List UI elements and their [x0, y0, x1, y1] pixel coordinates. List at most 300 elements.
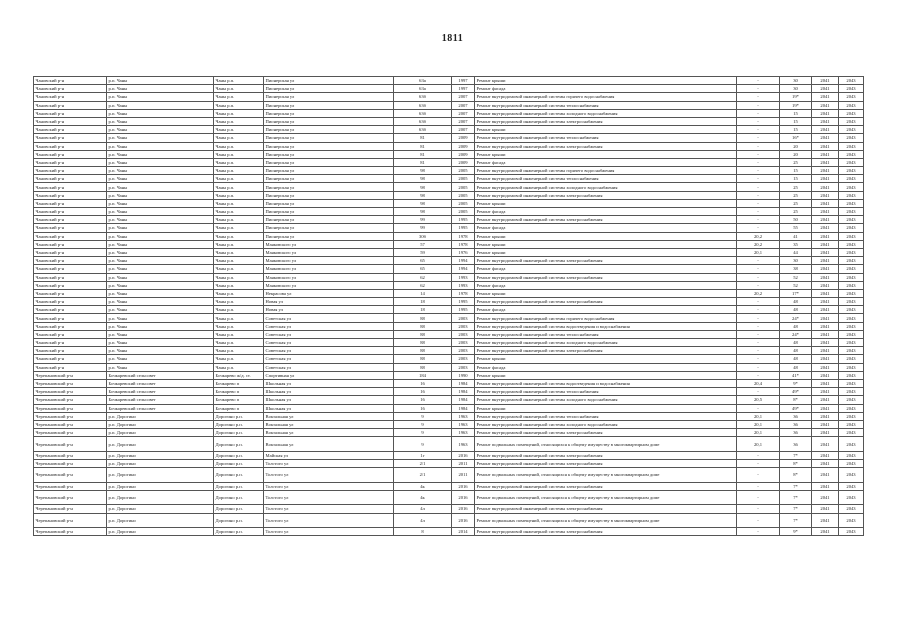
locality-cell: Чаны р.п.	[214, 248, 264, 256]
street-cell: Советская ул	[264, 339, 394, 347]
district-cell: Чановский р-н	[34, 330, 107, 338]
settlement-cell: р.п. Чаны	[107, 142, 214, 150]
street-cell: Маяковского ул	[264, 240, 394, 248]
settlement-cell: р.п. Чаны	[107, 191, 214, 199]
table-row	[34, 77, 864, 85]
area-cell: -	[737, 85, 780, 93]
end-year-cell: 2043	[839, 109, 864, 117]
build-year-cell: 2005	[452, 199, 475, 207]
street-cell: Пионерская ул	[264, 183, 394, 191]
count-cell: 9*	[780, 379, 812, 387]
start-year-cell: 2041	[812, 248, 839, 256]
house-number-cell: 18	[394, 306, 452, 314]
start-year-cell: 2041	[812, 265, 839, 273]
street-cell: Пионерская ул	[264, 101, 394, 109]
area-cell: -	[737, 482, 780, 490]
settlement-cell: р.п. Чаны	[107, 281, 214, 289]
start-year-cell: 2041	[812, 298, 839, 306]
build-year-cell: 1994	[452, 265, 475, 273]
build-year-cell: 1963	[452, 412, 475, 420]
street-cell: Толстого ул	[264, 482, 394, 490]
repair-work-cell: Ремонт фасада	[475, 158, 737, 166]
area-cell: -	[737, 451, 780, 459]
settlement-cell: р.п. Чаны	[107, 298, 214, 306]
repair-work-cell: Ремонт внутридомовой инженерной системы теплоснабжения	[475, 412, 737, 420]
house-number-cell: 62	[394, 281, 452, 289]
locality-cell: Дорогино р.п.	[214, 490, 264, 505]
table-row	[34, 505, 864, 513]
street-cell: Школьная ул	[264, 396, 394, 404]
table-row	[34, 248, 864, 256]
start-year-cell: 2041	[812, 306, 839, 314]
street-cell: Маяковского ул	[264, 265, 394, 273]
count-cell: 36	[780, 437, 812, 452]
count-cell: 8*	[780, 396, 812, 404]
district-cell: Чановский р-н	[34, 363, 107, 371]
build-year-cell: 2005	[452, 175, 475, 183]
start-year-cell: 2041	[812, 93, 839, 101]
area-cell: -	[737, 404, 780, 412]
build-year-cell: 2007	[452, 101, 475, 109]
start-year-cell: 2041	[812, 109, 839, 117]
count-cell: 20	[780, 150, 812, 158]
street-cell: Маяковского ул	[264, 281, 394, 289]
area-cell: -	[737, 158, 780, 166]
table-row	[34, 371, 864, 379]
district-cell: Чановский р-н	[34, 175, 107, 183]
start-year-cell: 2041	[812, 216, 839, 224]
area-cell: -	[737, 109, 780, 117]
table-row	[34, 273, 864, 281]
start-year-cell: 2041	[812, 232, 839, 240]
district-cell: Черепановский р-н	[34, 528, 107, 536]
house-number-cell: 98	[394, 183, 452, 191]
count-cell: 36	[780, 429, 812, 437]
start-year-cell: 2041	[812, 117, 839, 125]
district-cell: Черепановский р-н	[34, 420, 107, 428]
build-year-cell: 2003	[452, 355, 475, 363]
end-year-cell: 2043	[839, 175, 864, 183]
start-year-cell: 2041	[812, 134, 839, 142]
start-year-cell: 2041	[812, 505, 839, 513]
end-year-cell: 2043	[839, 528, 864, 536]
house-number-cell: 88	[394, 322, 452, 330]
area-cell: -	[737, 77, 780, 85]
house-number-cell: 99	[394, 216, 452, 224]
district-cell: Чановский р-н	[34, 216, 107, 224]
district-cell: Черепановский р-н	[34, 482, 107, 490]
locality-cell: Чаны р.п.	[214, 109, 264, 117]
street-cell: Пионерская ул	[264, 85, 394, 93]
district-cell: Чановский р-н	[34, 134, 107, 142]
locality-cell: Чаны р.п.	[214, 355, 264, 363]
repair-work-cell: Ремонт подвальных помещений, относящихся к общему имуществу в многоквартирном доме	[475, 437, 737, 452]
end-year-cell: 2043	[839, 126, 864, 134]
house-number-cell: 88	[394, 363, 452, 371]
start-year-cell: 2041	[812, 412, 839, 420]
street-cell: Майская ул	[264, 451, 394, 459]
table-row	[34, 175, 864, 183]
table-row	[34, 347, 864, 355]
count-cell: 48	[780, 363, 812, 371]
locality-cell: Чаны р.п.	[214, 363, 264, 371]
street-cell: Маяковского ул	[264, 248, 394, 256]
street-cell: Пионерская ул	[264, 93, 394, 101]
repair-work-cell: Ремонт внутридомовой инженерной системы электроснабжения	[475, 273, 737, 281]
locality-cell: Чаны р.п.	[214, 240, 264, 248]
end-year-cell: 2043	[839, 224, 864, 232]
area-cell: -	[737, 117, 780, 125]
repair-work-cell: Ремонт крыши	[475, 77, 737, 85]
area-cell: 20,4	[737, 379, 780, 387]
end-year-cell: 2043	[839, 347, 864, 355]
build-year-cell: 2003	[452, 347, 475, 355]
table-row	[34, 528, 864, 536]
area-cell: -	[737, 347, 780, 355]
area-cell: -	[737, 459, 780, 467]
count-cell: 49*	[780, 388, 812, 396]
count-cell: 25	[780, 158, 812, 166]
count-cell: 8*	[780, 468, 812, 483]
start-year-cell: 2041	[812, 183, 839, 191]
repair-work-cell: Ремонт крыши	[475, 355, 737, 363]
count-cell: 15	[780, 126, 812, 134]
repair-work-cell: Ремонт внутридомовой инженерной системы теплоснабжения	[475, 175, 737, 183]
end-year-cell: 2043	[839, 265, 864, 273]
area-cell: -	[737, 330, 780, 338]
settlement-cell: р.п. Чаны	[107, 158, 214, 166]
count-cell: 44	[780, 248, 812, 256]
settlement-cell: р.п. Чаны	[107, 232, 214, 240]
district-cell: Черепановский р-н	[34, 371, 107, 379]
table-row	[34, 208, 864, 216]
house-number-cell: 30б	[394, 232, 452, 240]
end-year-cell: 2043	[839, 298, 864, 306]
house-number-cell: 63б	[394, 117, 452, 125]
build-year-cell: 2007	[452, 93, 475, 101]
area-cell: -	[737, 371, 780, 379]
build-year-cell: 2016	[452, 451, 475, 459]
end-year-cell: 2043	[839, 396, 864, 404]
repair-work-cell: Ремонт крыши	[475, 289, 737, 297]
count-cell: 16*	[780, 134, 812, 142]
district-cell: Чановский р-н	[34, 306, 107, 314]
build-year-cell: 2003	[452, 314, 475, 322]
count-cell: 38	[780, 265, 812, 273]
count-cell: 25	[780, 199, 812, 207]
count-cell: 48	[780, 298, 812, 306]
end-year-cell: 2043	[839, 216, 864, 224]
area-cell: -	[737, 339, 780, 347]
count-cell: 48	[780, 306, 812, 314]
start-year-cell: 2041	[812, 330, 839, 338]
settlement-cell: р.п. Дорогино	[107, 412, 214, 420]
count-cell: 36	[780, 420, 812, 428]
house-number-cell: 65	[394, 257, 452, 265]
build-year-cell: 1976	[452, 248, 475, 256]
locality-cell: Чаны р.п.	[214, 273, 264, 281]
locality-cell: Чаны р.п.	[214, 183, 264, 191]
end-year-cell: 2043	[839, 142, 864, 150]
area-cell: -	[737, 183, 780, 191]
repair-work-cell: Ремонт подвальных помещений, относящихся к общему имуществу в многоквартирном доме	[475, 513, 737, 528]
area-cell: -	[737, 306, 780, 314]
area-cell: -	[737, 363, 780, 371]
count-cell: 52	[780, 273, 812, 281]
repair-work-cell: Ремонт внутридомовой инженерной системы электроснабжения	[475, 451, 737, 459]
locality-cell: Бочкарево п	[214, 379, 264, 387]
table-row	[34, 363, 864, 371]
house-number-cell: 4к	[394, 490, 452, 505]
count-cell: 52	[780, 281, 812, 289]
end-year-cell: 2043	[839, 355, 864, 363]
repair-work-cell: Ремонт фасада	[475, 85, 737, 93]
table-row	[34, 134, 864, 142]
count-cell: 50	[780, 216, 812, 224]
street-cell: Пионерская ул	[264, 142, 394, 150]
district-cell: Чановский р-н	[34, 273, 107, 281]
capital-repair-table	[33, 76, 864, 536]
table-row	[34, 513, 864, 528]
settlement-cell: Бочкаревский сельсовет	[107, 404, 214, 412]
count-cell: 55	[780, 224, 812, 232]
repair-work-cell: Ремонт крыши	[475, 404, 737, 412]
street-cell: Советская ул	[264, 314, 394, 322]
district-cell: Черепановский р-н	[34, 490, 107, 505]
street-cell: Пионерская ул	[264, 77, 394, 85]
table-row	[34, 183, 864, 191]
end-year-cell: 2043	[839, 339, 864, 347]
locality-cell: Чаны р.п.	[214, 289, 264, 297]
end-year-cell: 2043	[839, 306, 864, 314]
district-cell: Чановский р-н	[34, 298, 107, 306]
build-year-cell: 1994	[452, 257, 475, 265]
table-row	[34, 93, 864, 101]
locality-cell: Чаны р.п.	[214, 216, 264, 224]
house-number-cell: 98	[394, 175, 452, 183]
settlement-cell: р.п. Чаны	[107, 224, 214, 232]
street-cell: Советская ул	[264, 355, 394, 363]
end-year-cell: 2043	[839, 482, 864, 490]
district-cell: Чановский р-н	[34, 314, 107, 322]
repair-work-cell: Ремонт внутридомовой инженерной системы горячего водоснабжения	[475, 167, 737, 175]
end-year-cell: 2043	[839, 150, 864, 158]
area-cell: -	[737, 191, 780, 199]
district-cell: Чановский р-н	[34, 289, 107, 297]
end-year-cell: 2043	[839, 371, 864, 379]
end-year-cell: 2043	[839, 404, 864, 412]
repair-work-cell: Ремонт внутридомовой инженерной системы водоотведения и водоснабжения	[475, 379, 737, 387]
area-cell: 20,1	[737, 437, 780, 452]
start-year-cell: 2041	[812, 404, 839, 412]
start-year-cell: 2041	[812, 150, 839, 158]
locality-cell: Дорогино р.п.	[214, 482, 264, 490]
house-number-cell: 63б	[394, 126, 452, 134]
locality-cell: Дорогино р.п.	[214, 437, 264, 452]
repair-work-cell: Ремонт внутридомовой инженерной системы электроснабжения	[475, 117, 737, 125]
start-year-cell: 2041	[812, 322, 839, 330]
street-cell: Пионерская ул	[264, 208, 394, 216]
district-cell: Чановский р-н	[34, 347, 107, 355]
table-row	[34, 199, 864, 207]
area-cell: 20,1	[737, 429, 780, 437]
count-cell: 25	[780, 183, 812, 191]
locality-cell: Чаны р.п.	[214, 306, 264, 314]
repair-work-cell: Ремонт крыши	[475, 150, 737, 158]
settlement-cell: р.п. Дорогино	[107, 468, 214, 483]
district-cell: Чановский р-н	[34, 322, 107, 330]
table-row	[34, 330, 864, 338]
settlement-cell: р.п. Дорогино	[107, 528, 214, 536]
locality-cell: Дорогино р.п.	[214, 505, 264, 513]
locality-cell: Чаны р.п.	[214, 330, 264, 338]
repair-work-cell: Ремонт внутридомовой инженерной системы холодного водоснабжения	[475, 183, 737, 191]
settlement-cell: р.п. Чаны	[107, 109, 214, 117]
table-row	[34, 339, 864, 347]
count-cell: 15	[780, 117, 812, 125]
street-cell: Толстого ул	[264, 528, 394, 536]
count-cell: 8*	[780, 459, 812, 467]
area-cell: -	[737, 167, 780, 175]
repair-work-cell: Ремонт внутридомовой инженерной системы теплоснабжения	[475, 330, 737, 338]
district-cell: Чановский р-н	[34, 183, 107, 191]
street-cell: Толстого ул	[264, 459, 394, 467]
area-cell: 20,2	[737, 240, 780, 248]
end-year-cell: 2043	[839, 513, 864, 528]
street-cell: Школьная ул	[264, 379, 394, 387]
build-year-cell: 2003	[452, 330, 475, 338]
table-row	[34, 158, 864, 166]
locality-cell: Дорогино р.п.	[214, 420, 264, 428]
area-cell: -	[737, 298, 780, 306]
street-cell: Пионерская ул	[264, 232, 394, 240]
district-cell: Чановский р-н	[34, 248, 107, 256]
build-year-cell: 2007	[452, 126, 475, 134]
start-year-cell: 2041	[812, 371, 839, 379]
area-cell: -	[737, 505, 780, 513]
table-row	[34, 281, 864, 289]
end-year-cell: 2043	[839, 248, 864, 256]
district-cell: Черепановский р-н	[34, 396, 107, 404]
house-number-cell: 63а	[394, 85, 452, 93]
locality-cell: Чаны р.п.	[214, 126, 264, 134]
repair-work-cell: Ремонт внутридомовой инженерной системы электроснабжения	[475, 142, 737, 150]
locality-cell: Чаны р.п.	[214, 191, 264, 199]
build-year-cell: 2016	[452, 505, 475, 513]
house-number-cell: 88	[394, 330, 452, 338]
build-year-cell: 1993	[452, 281, 475, 289]
settlement-cell: р.п. Дорогино	[107, 451, 214, 459]
house-number-cell: 2/1	[394, 459, 452, 467]
area-cell: -	[737, 273, 780, 281]
street-cell: Пионерская ул	[264, 175, 394, 183]
locality-cell: Чаны р.п.	[214, 117, 264, 125]
locality-cell: Дорогино р.п.	[214, 468, 264, 483]
street-cell: Вокзальная ул	[264, 412, 394, 420]
district-cell: Черепановский р-н	[34, 468, 107, 483]
locality-cell: Чаны р.п.	[214, 175, 264, 183]
end-year-cell: 2043	[839, 363, 864, 371]
start-year-cell: 2041	[812, 199, 839, 207]
house-number-cell: 62	[394, 273, 452, 281]
start-year-cell: 2041	[812, 257, 839, 265]
locality-cell: Чаны р.п.	[214, 281, 264, 289]
end-year-cell: 2043	[839, 330, 864, 338]
table-row	[34, 85, 864, 93]
settlement-cell: р.п. Чаны	[107, 199, 214, 207]
start-year-cell: 2041	[812, 85, 839, 93]
locality-cell: Дорогино р.п.	[214, 459, 264, 467]
end-year-cell: 2043	[839, 314, 864, 322]
start-year-cell: 2041	[812, 396, 839, 404]
repair-work-cell: Ремонт фасада	[475, 306, 737, 314]
end-year-cell: 2043	[839, 101, 864, 109]
start-year-cell: 2041	[812, 167, 839, 175]
end-year-cell: 2043	[839, 77, 864, 85]
street-cell: Маяковского ул	[264, 273, 394, 281]
area-cell: -	[737, 281, 780, 289]
locality-cell: Чаны р.п.	[214, 257, 264, 265]
build-year-cell: 1963	[452, 429, 475, 437]
build-year-cell: 2003	[452, 363, 475, 371]
build-year-cell: 2009	[452, 150, 475, 158]
repair-work-cell: Ремонт внутридомовой инженерной системы горячего водоснабжения	[475, 93, 737, 101]
house-number-cell: 184	[394, 371, 452, 379]
locality-cell: Чаны р.п.	[214, 150, 264, 158]
repair-work-cell: Ремонт внутридомовой инженерной системы электроснабжения	[475, 216, 737, 224]
district-cell: Чановский р-н	[34, 208, 107, 216]
start-year-cell: 2041	[812, 347, 839, 355]
table-row	[34, 126, 864, 134]
count-cell: 7*	[780, 451, 812, 459]
count-cell: 48	[780, 355, 812, 363]
house-number-cell: 98	[394, 191, 452, 199]
settlement-cell: р.п. Чаны	[107, 314, 214, 322]
build-year-cell: 2005	[452, 167, 475, 175]
street-cell: Пионерская ул	[264, 216, 394, 224]
district-cell: Чановский р-н	[34, 101, 107, 109]
settlement-cell: р.п. Чаны	[107, 183, 214, 191]
district-cell: Чановский р-н	[34, 126, 107, 134]
area-cell: -	[737, 322, 780, 330]
build-year-cell: 1963	[452, 420, 475, 428]
count-cell: 35	[780, 240, 812, 248]
area-cell: -	[737, 175, 780, 183]
settlement-cell: р.п. Дорогино	[107, 437, 214, 452]
street-cell: Толстого ул	[264, 490, 394, 505]
street-cell: Вокзальная ул	[264, 437, 394, 452]
house-number-cell: 16	[394, 388, 452, 396]
repair-work-cell: Ремонт фасада	[475, 208, 737, 216]
table-row	[34, 216, 864, 224]
build-year-cell: 2014	[452, 528, 475, 536]
settlement-cell: р.п. Чаны	[107, 101, 214, 109]
settlement-cell: р.п. Чаны	[107, 175, 214, 183]
district-cell: Чановский р-н	[34, 85, 107, 93]
end-year-cell: 2043	[839, 505, 864, 513]
settlement-cell: р.п. Чаны	[107, 347, 214, 355]
start-year-cell: 2041	[812, 482, 839, 490]
street-cell: Пионерская ул	[264, 167, 394, 175]
count-cell: 7*	[780, 505, 812, 513]
table-row	[34, 306, 864, 314]
street-cell: Некрасова ул	[264, 289, 394, 297]
start-year-cell: 2041	[812, 451, 839, 459]
table-row	[34, 167, 864, 175]
count-cell: 19*	[780, 101, 812, 109]
repair-work-cell: Ремонт внутридомовой инженерной системы электроснабжения	[475, 257, 737, 265]
repair-work-cell: Ремонт крыши	[475, 248, 737, 256]
